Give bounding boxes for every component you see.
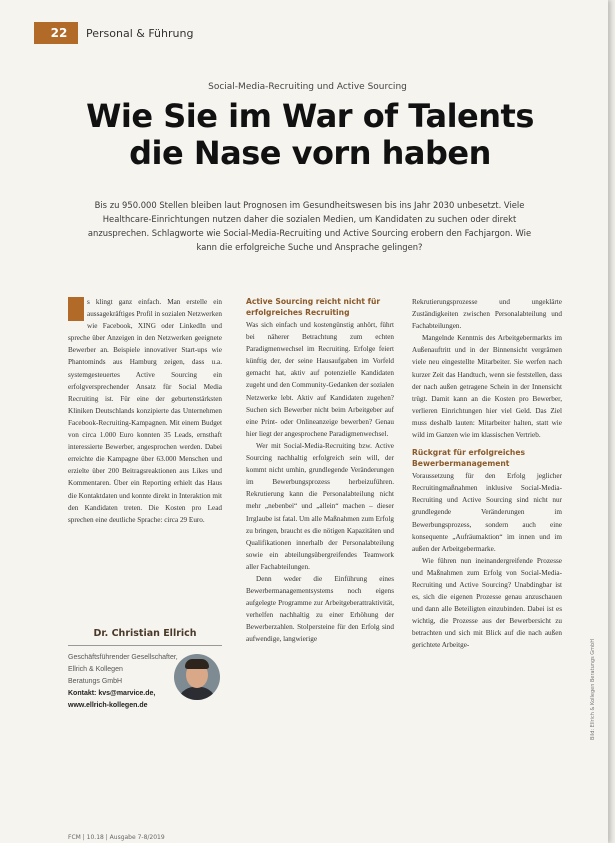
column-1	[68, 296, 222, 526]
author-details	[68, 652, 222, 712]
article-lead: Bis zu 950.000 Stellen bleiben laut Prognosen im Gesundheitswesen bis ins Jahr 2030 unbesetzt. Viele Healthcare-Einrichtungen nutzen daher die sozialen Medien, um Kandidaten zu suchen oder direkt anzusprechen. Schlagworte wie Social-Media-Recruiting und Active Sourcing erobern den Fachjargon. Wie kann die erfolgreiche Suche und Ansprache gelingen?	[87, 200, 532, 252]
column-1-paragraph: s klingt ganz einfach. Man erstelle ein aussagekräftiges Profil in sozialen Netzwerken wie Facebook, XING oder LinkedIn und spreche über Anzeigen in den Netzwerken geeignete Bewerber an. Beispiele innovativer Start-ups wie Phantominds aus Hamburg zeigen, dass u.a. systemgesteuertes Active Sourcing ein erfolgversprechender Ansatz für Social Media Recruiting ist. Für eine der geburtenstärksten Kliniken Deutschlands konzipierte das Unternehmen Facebook-Recruiting-Kampagnen. Mit einem Budget von circa 1.000 Euro konnten 35 Leads, ernsthaft interessierte Bewerber, angesprochen werden. Dabei erreichte die Kampagne über 63.000 Menschen und erzielte über 200 Beitragsreaktionen aus Likes und Kommentaren. Über ein Reporting erhielt das Haus die Kontaktdaten und konnte direkt in Interaktion mit den Kandidaten treten. Die Kosten pro Lead sprechen eine deutliche Sprache: circa 29 Euro.	[68, 298, 222, 524]
column-3-paragraph-2: Mangelnde Kenntnis des Arbeitgebermarkts im Außenauftritt und in der Binnensicht vergrämen viele neu eingestellte Mitarbeiter. Sie werfen nach kurzer Zeit das Handtuch, wenn sie feststellen, dass der nach außen getragene Schein in der Innensicht trügt. Damit kann an die Kosten pro Bewerber, verlieren Einrichtungen hier viel Geld. Das Ziel muss deshalb lauten: Mitarbeiter halten, statt wie wild im Ganzen wie im klassischen Vertrieb.	[412, 334, 562, 440]
column-3-paragraph-4: Wie führen nun ineinandergreifende Prozesse und Maßnahmen zum Erfolg von Social-Media-Recruiting und Active Sourcing? Unabdingbar ist es, sich die eigenen Prozesse genau anzuschauen und dann alle Beteiligten einzubinden. Dabei ist es wichtig, die Prozesse aus der Bewerbersicht zu betrachten und sich mit Blick auf die nach außen gerichtete Arbeitge-	[412, 556, 562, 650]
photo-credit: Bild: Ellrich & Kollegen Beratungs GmbH	[590, 639, 596, 740]
title-line-2: die Nase vorn haben	[129, 134, 491, 172]
column-3-paragraph-3: Voraussetzung für den Erfolg jeglicher Recruitingmaßnahmen inklusive Social-Media-Recruiting und Active Sourcing sind nicht nur grundlegende Veränderungen im Bewerbungsprozess, sondern auch eine konsequente „Aufräumaktion“ im innen und im außen der Arbeitgebermarke.	[412, 472, 562, 553]
article-title	[30, 98, 590, 172]
title-line-1: Wie Sie im War of Talents	[86, 97, 534, 135]
subhead-active-sourcing: Active Sourcing reicht nicht für erfolgreiches Recruiting	[246, 297, 381, 317]
author-photo	[174, 654, 220, 700]
column-2	[246, 296, 394, 646]
author-box	[68, 628, 222, 712]
article-topic: Social-Media-Recruiting und Active Sourcing	[208, 82, 407, 92]
page-header	[34, 20, 193, 46]
page-footer: FCM | 10.18 | Ausgabe 7-8/2019	[68, 834, 165, 841]
column-3-paragraph-1: Rekrutierungsprozesse und ungeklärte Zuständigkeiten zwischen Personalabteilung und Fachabteilungen.	[412, 298, 562, 331]
dropcap-e	[68, 297, 84, 321]
column-2-paragraph-3: Denn weder die Einführung eines Bewerbermanagementsystems noch eigens aufgelegte Programme zur Arbeitgeberattraktivität, verhelfen nachhaltig zu einer Erhöhung der Bewerberzahlen. Stolpersteine für den Erfolg sind aufwendige, langwierige	[246, 574, 394, 644]
author-role: Geschäftsführender Gesellschafter,	[68, 654, 178, 661]
author-photo-hair	[185, 659, 209, 669]
author-photo-shirt	[178, 687, 216, 700]
section-title: Personal & Führung	[86, 26, 194, 40]
author-website[interactable]: www.ellrich-kollegen.de	[68, 702, 148, 709]
author-company-type: Beratungs GmbH	[68, 678, 123, 685]
column-2-paragraph-1: Was sich einfach und kostengünstig anhört, führt bei näherer Betrachtung zum echten Paradigmenwechsel im Recruiting. Erfolge feiert künftig der, der seine Hausaufgaben im Vorfeld gemacht hat, aktiv auf potenzielle Kandidaten zugeht und den Community-Gedanken der sozialen Netzwerke lebt. Aktiv auf Kandidaten zugehen? Suchen sich Bewerber nicht beim Arbeitgeber auf eine Print- oder Onlineanzeige bewerben? Genau hier liegt der angesprochene Paradigmenwechsel.	[246, 321, 394, 438]
subhead-rueckgrat: Rückgrat für erfolgreiches Bewerbermanagement	[412, 448, 526, 469]
author-name: Dr. Christian Ellrich	[68, 628, 222, 646]
column-2-paragraph-2: Wer mit Social-Media-Recruiting bzw. Active Sourcing nachhaltig erfolgreich sein will, der kommt nicht umhin, grundlegende Veränderungen im Bewerbungsprozess herbeizuführen. Rekrutierung kann die Personalabteilung nicht mehr „nebenbei“ und „allein“ machen – dieser Irrglaube ist fatal. Um alle Maßnahmen zum Erfolg zu bringen, braucht es die nötigen Kapazitäten und Qualifikationen innerhalb der Personalabteilung sowie ein abteilungsübergreifendes Teamwork aller Fachabteilungen.	[246, 441, 394, 571]
author-company: Ellrich & Kollegen	[68, 666, 123, 673]
author-contact: Kontakt: kvs@marvice.de,	[68, 690, 156, 697]
column-3	[412, 296, 562, 652]
page-number: 22	[34, 22, 78, 44]
